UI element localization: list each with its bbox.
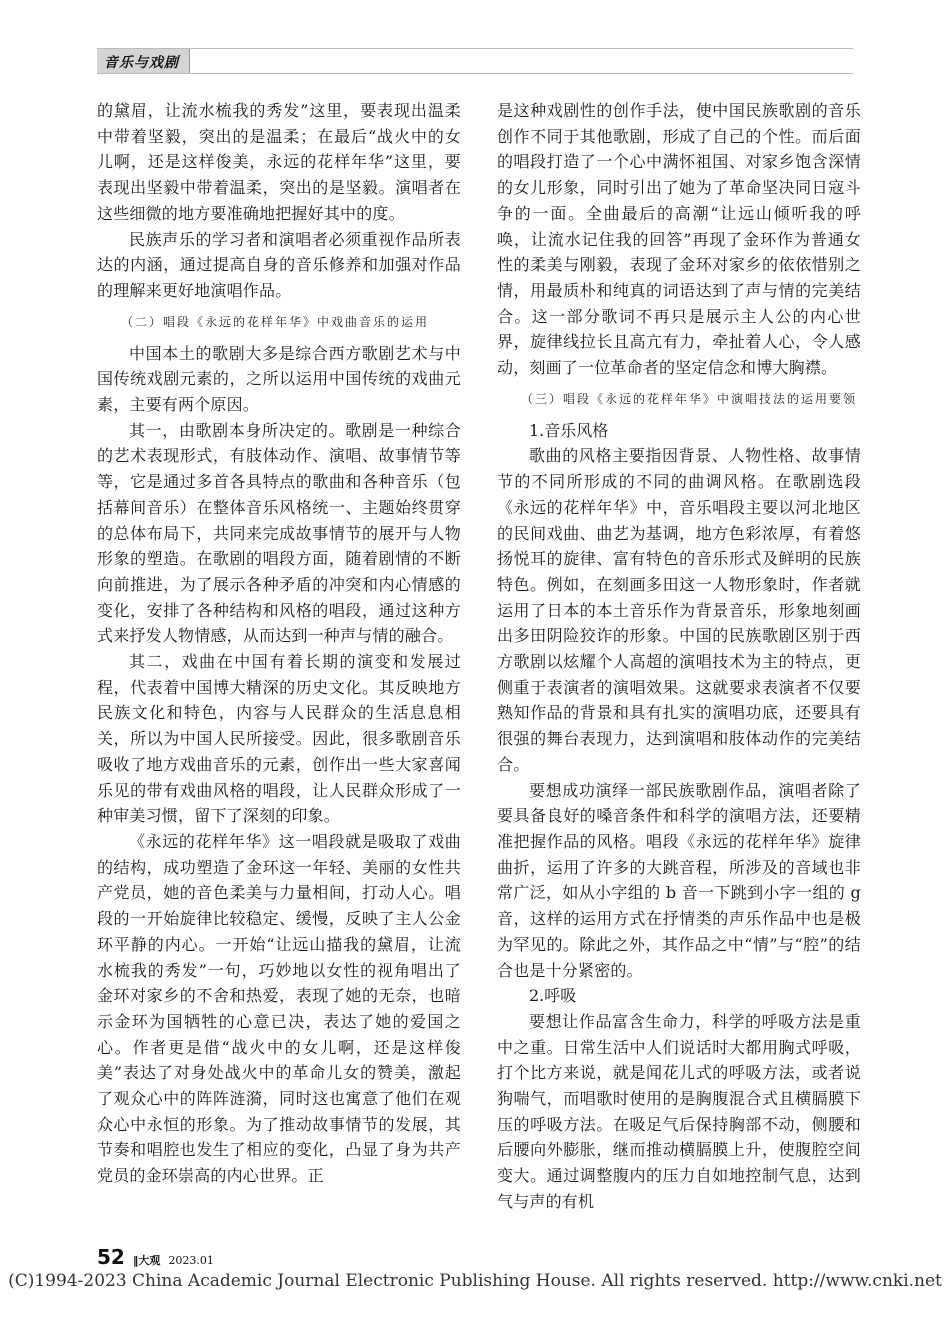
subheading: （二）唱段《永远的花样年华》中戏曲音乐的运用 [121, 314, 430, 329]
paragraph: 要想成功演绎一部民族歌剧作品，演唱者除了要具备良好的嗓音条件和科学的演唱方法，还要精准把握作品的风格。唱段《永远的花样年华》旋律曲折，运用了许多的大跳音程，所涉及的音域也非常广泛，如从小字组的 b 音一下跳到小字一组的 g 音，这样的运用方式在抒情类的声乐作品中也是极为罕见的。除此之外，其作品之中“情”与“腔”的结合也是十分紧密的。 [497, 780, 861, 980]
left-column [97, 98, 461, 1189]
page-number: 52 [97, 1245, 125, 1269]
paragraph: 是这种戏剧性的创作手法，使中国民族歌剧的音乐创作不同于其他歌剧，形成了自己的个性。而后面的唱段打造了一个心中满怀祖国、对家乡饱含深情的女儿形象，同时引出了她为了革命坚决同日寇斗争的一面。全曲最后的高潮“让远山倾听我的呼唤，让流水记住我的回答”再现了金环作为普通女性的柔美与刚毅，表现了金环对家乡的依依惜别之情，用最质朴和纯真的词语达到了声与情的完美结合。这一部分歌词不再只是展示主人公的内心世界，旋律线拉长且高亢有力，牵扯着人心，令人感动，刻画了一位革命者的坚定信念和博大胸襟。 [497, 101, 861, 378]
section-heading: 1.音乐风格 [529, 420, 609, 440]
right-column [497, 98, 861, 1215]
section-tab [97, 49, 190, 73]
issue-number: 2023.01 [168, 1254, 214, 1267]
paragraph: 中国本土的歌剧大多是综合西方歌剧艺术与中国传统戏剧元素的，之所以运用中国传统的戏曲元素，主要有两个原因。 [97, 343, 461, 415]
paragraph: 《永远的花样年华》这一唱段就是吸取了戏曲的结构，成功塑造了金环这一年轻、美丽的女性共产党员，她的音色柔美与力量相间，打动人心。唱段的一开始旋律比较稳定、缓慢，反映了主人公金环平静的内心。一开始“让远山描我的黛眉，让流水梳我的秀发”一句，巧妙地以女性的视角唱出了金环对家乡的不舍和热爱，表现了她的无奈，也暗示金环为国牺牲的心意已决，表达了她的爱国之心。作者更是借“战火中的女儿啊，还是这样俊美”表达了对身处战火中的革命儿女的赞美，激起了观众心中的阵阵涟漪，同时这也寓意了他们在观众心中永恒的形象。为了推动故事情节的发展，其节奏和唱腔也发生了相应的变化，凸显了身为共产党员的金环崇高的内心世界。正 [97, 831, 461, 1186]
journal-name: ‖大观 [132, 1254, 161, 1267]
subheading: （三）唱段《永远的花样年华》中演唱技法的运用要领 [521, 391, 858, 406]
paragraph: 要想让作品富含生命力，科学的呼吸方法是重中之重。日常生活中人们说话时大都用胸式呼吸，打个比方来说，就是闻花儿式的呼吸方法，或者说狗喘气，而唱歌时使用的是胸腹混合式且横膈膜下压的呼吸方法。在吸足气后保持胸部不动，侧腰和后腰向外膨胀，继而推动横膈膜上升，使腹腔空间变大。通过调整腹内的压力自如地控制气息，达到气与声的有机 [497, 1011, 861, 1211]
section-title: 音乐与戏剧 [104, 55, 179, 71]
section-heading: 2.呼吸 [529, 986, 577, 1006]
paragraph: 的黛眉，让流水梳我的秀发”这里，要表现出温柔中带着坚毅，突出的是温柔；在最后“战火中的女儿啊，还是这样俊美，永远的花样年华”这里，要表现出坚毅中带着温柔，突出的是坚毅。演唱者在这些细微的地方要准确地把握好其中的度。 [97, 101, 461, 223]
paragraph: 其二，戏曲在中国有着长期的演变和发展过程，代表着中国博大精深的历史文化。其反映地方民族文化和特色，内容与人民群众的生活息息相关，所以为中国人民所接受。因此，很多歌剧音乐吸收了地方戏曲音乐的元素，创作出一些大家喜闻乐见的带有戏曲风格的唱段，让人民群众形成了一种审美习惯，留下了深刻的印象。 [97, 652, 461, 826]
paragraph: 其一，由歌剧本身所决定的。歌剧是一种综合的艺术表现形式，有肢体动作、演唱、故事情节等等，它是通过多首各具特点的歌曲和各种音乐（包括幕间音乐）在整体音乐风格统一、主题始终贯穿的总体布局下，共同来完成故事情节的展开与人物形象的塑造。在歌剧的唱段方面，随着剧情的不断向前推进，为了展示各种矛盾的冲突和内心情感的变化，安排了各种结构和风格的唱段，通过这种方式来抒发人物情感，从而达到一种声与情的融合。 [97, 420, 461, 646]
page-footer [97, 1245, 214, 1269]
copyright-line: (C)1994-2023 China Academic Journal Electronic Publishing House. All rights reserved. http://www.cnki.net [8, 1271, 942, 1291]
paragraph: 民族声乐的学习者和演唱者必须重视作品所表达的内涵，通过提高自身的音乐修养和加强对作品的理解来更好地演唱作品。 [97, 229, 461, 300]
paragraph: 歌曲的风格主要指因背景、人物性格、故事情节的不同所形成的不同的曲调风格。在歌剧选段《永远的花样年华》中，音乐唱段主要以河北地区的民间戏曲、曲艺为基调，地方色彩浓厚，有着悠扬悦耳的旋律、富有特色的音乐形式及鲜明的民族特色。例如，在刻画多田这一人物形象时，作者就运用了日本的本土音乐作为背景音乐，形象地刻画出多田阴险狡诈的形象。中国的民族歌剧区别于西方歌剧以炫耀个人高超的演唱技术为主的特点，更侧重于表演者的演唱效果。这就要求表演者不仅要熟知作品的背景和具有扎实的演唱功底，还要具有很强的舞台表现力，达到演唱和肢体动作的完美结合。 [497, 446, 861, 774]
section-header [97, 48, 853, 74]
